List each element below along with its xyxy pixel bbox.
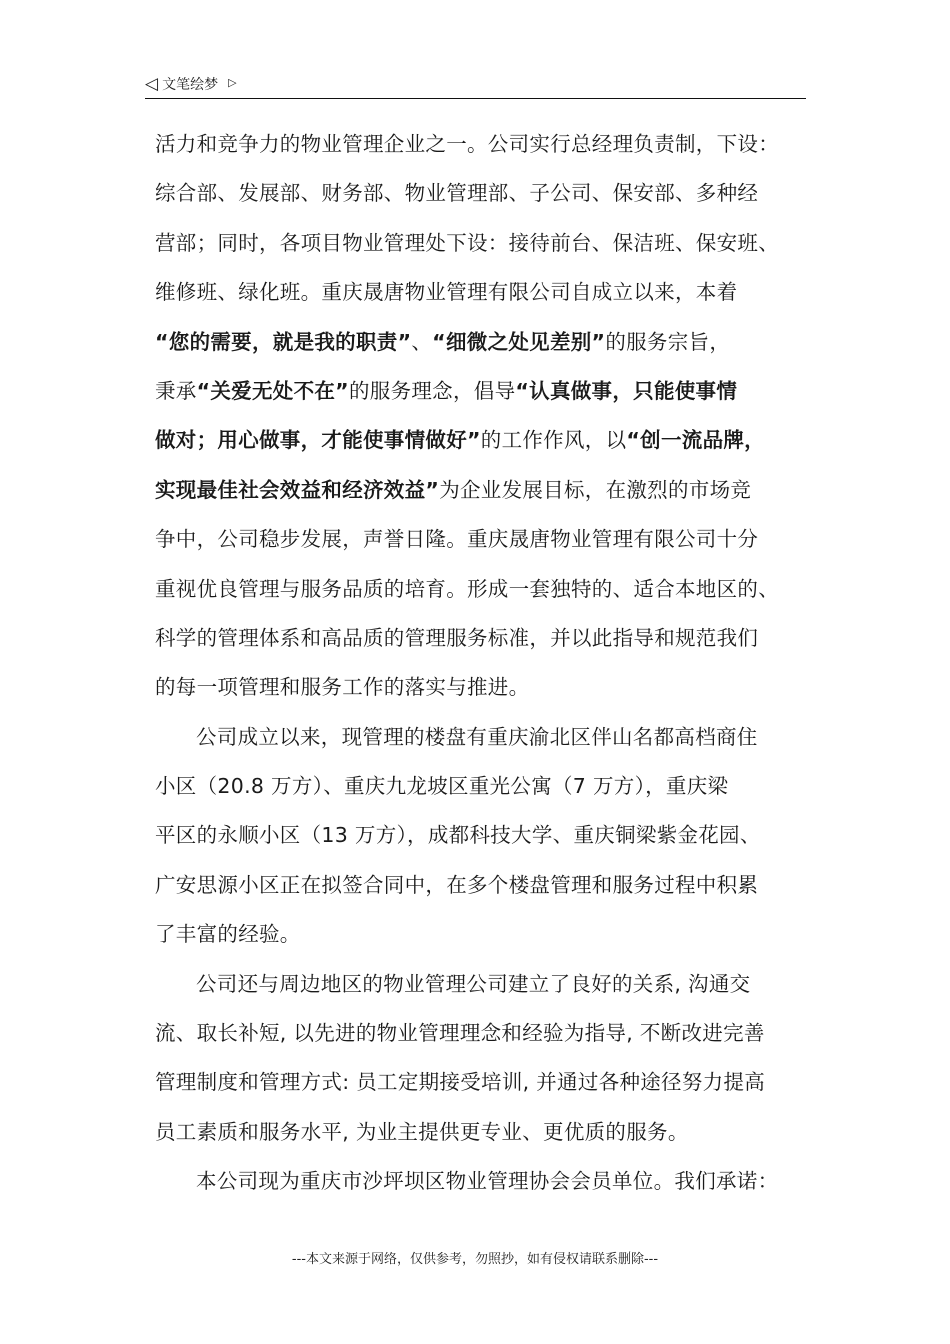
text-line [155,367,827,416]
text-line: 小区（20.8 万方）、重庆九龙坡区重光公寓（7 万方），重庆梁 [155,774,729,799]
text-line: 的每一项管理和服务工作的落实与推进。 [155,675,530,700]
triangle-left-icon: ◁ [145,74,159,94]
text-span: 的服务理念，倡导 [348,378,516,403]
paragraph-managed-properties [155,713,827,960]
bold-slogan: “关爱无处不在” [196,378,349,403]
text-span: 秉承 [155,378,197,403]
text-line: 维修班、绿化班。重庆晟唐物业管理有限公司自成立以来，本着 [155,280,738,305]
text-line: 管理制度和管理方式: 员工定期接受培训, 并通过各种途径努力提高 [155,1070,766,1095]
bold-slogan: “创一流品牌， [626,428,765,453]
text-line: 本公司现为重庆市沙坪坝区物业管理协会会员单位。我们承诺： [196,1169,779,1194]
header-brand [145,74,237,94]
text-line: 营部；同时，各项目物业管理处下设：接待前台、保洁班、保安班、 [155,230,779,255]
text-line: 广安思源小区正在拟签合同中，在多个楼盘管理和服务过程中积累 [155,872,759,897]
paragraph-relations [155,960,827,1158]
bold-slogan: “细微之处见差别” [432,329,606,354]
text-line: 公司成立以来，现管理的楼盘有重庆渝北区伴山名都高档商住 [196,724,758,749]
text-line [155,416,827,465]
text-line: 了丰富的经验。 [155,922,301,947]
text-line [155,318,827,367]
text-span: 的工作作风，以 [480,428,627,453]
text-line: 流、取长补短, 以先进的物业管理理念和经验为指导, 不断改进完善 [155,1021,765,1046]
paragraph-membership [155,1157,827,1206]
bold-slogan: “您的需要，就是我的职责” [155,329,412,354]
bold-slogan: “认真做事，只能使事情 [515,378,738,403]
triangle-right-icon: ▷ [228,75,237,89]
text-line: 科学的管理体系和高品质的管理服务标准，并以此指导和规范我们 [155,625,759,650]
brand-text: 文笔绘梦 [162,77,219,93]
paragraph-company-structure [155,120,827,713]
text-line: 综合部、发展部、财务部、物业管理部、子公司、保安部、多种经 [155,181,759,206]
text-line: 平区的永顺小区（13 万方），成都科技大学、重庆铜梁紫金花园、 [155,823,761,848]
text-line [155,466,827,515]
text-line: 重视优良管理与服务品质的培育。形成一套独特的、适合本地区的、 [155,576,779,601]
document-body [155,120,827,1207]
text-line: 公司还与周边地区的物业管理公司建立了良好的关系, 沟通交 [196,971,751,996]
text-line: 争中，公司稳步发展，声誉日隆。重庆晟唐物业管理有限公司十分 [155,527,759,552]
text-line: 活力和竞争力的物业管理企业之一。公司实行总经理负责制，下设： [155,132,779,156]
page-header [145,72,806,99]
page-footer: ---本文来源于网络，仅供参考，勿照抄，如有侵权请联系删除--- [291,1252,659,1267]
bold-slogan: 实现最佳社会效益和经济效益” [155,477,440,502]
text-span: 、 [411,329,433,354]
text-line: 员工素质和服务水平, 为业主提供更专业、更优质的服务。 [155,1119,689,1144]
bold-slogan: 做对；用心做事，才能使事情做好” [155,428,481,453]
text-span: 为企业发展目标，在激烈的市场竞 [439,477,752,502]
text-span: 的服务宗旨， [605,329,731,354]
